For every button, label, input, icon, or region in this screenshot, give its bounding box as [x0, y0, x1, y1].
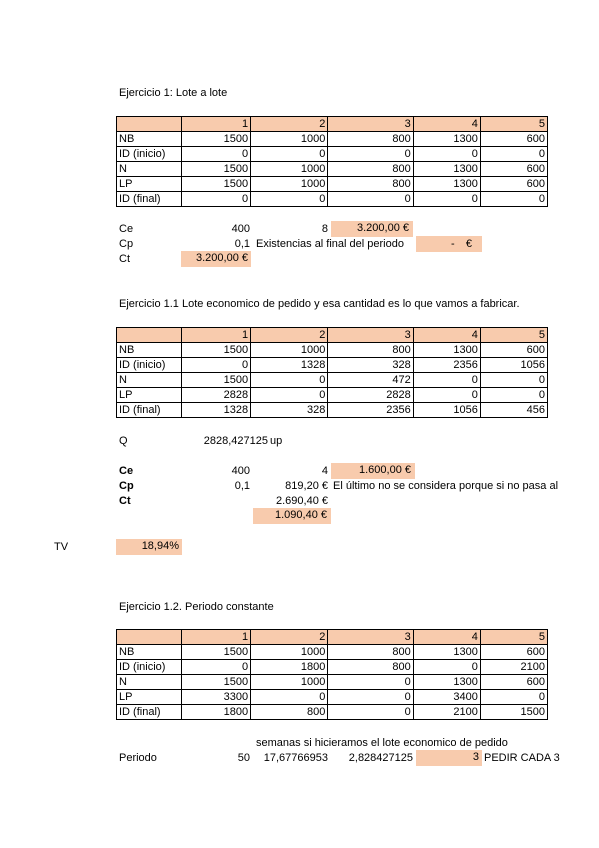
period-header: 5 — [480, 117, 547, 132]
cell: 800 — [328, 343, 413, 358]
row-label: ID (inicio) — [117, 660, 182, 675]
cell: 600 — [480, 177, 547, 192]
cell: 0 — [251, 147, 328, 162]
ct-difference: 1.090,40 € — [253, 508, 331, 524]
cell: 1500 — [480, 705, 547, 720]
cell: 1300 — [413, 132, 480, 147]
periodo-order-note: PEDIR CADA 3 — [484, 752, 560, 764]
table-row — [117, 373, 548, 388]
ce-label: Ce — [119, 465, 134, 477]
ce-value: 400 — [231, 465, 250, 477]
period-header: 2 — [251, 328, 328, 343]
table-row — [117, 705, 548, 720]
cell: 0 — [480, 690, 547, 705]
period-header: 2 — [251, 117, 328, 132]
cell: 600 — [480, 132, 547, 147]
cell: 1056 — [480, 358, 547, 373]
cell: 0 — [413, 388, 480, 403]
row-label: N — [117, 675, 182, 690]
cell: 472 — [328, 373, 413, 388]
ce-count: 4 — [321, 465, 328, 477]
cell: 1000 — [251, 343, 328, 358]
cell: 0 — [182, 192, 251, 207]
ce-total: 3.200,00 € — [331, 221, 413, 237]
cell: 0 — [413, 373, 480, 388]
period-header: 5 — [480, 328, 547, 343]
cell: 0 — [251, 388, 328, 403]
table-row — [117, 358, 548, 373]
row-label: NB — [117, 132, 182, 147]
cp-note: El último no se considera porque si no pasa al — [333, 480, 559, 492]
periodo-weeks: 17,67766953 — [263, 752, 328, 764]
cell: 0 — [328, 705, 413, 720]
cell: 600 — [480, 343, 547, 358]
cell: 1300 — [413, 177, 480, 192]
ct-total: 3.200,00 € — [181, 251, 251, 267]
cell: 1500 — [182, 162, 251, 177]
periodo-rounded: 3 — [416, 750, 482, 766]
table-row — [117, 147, 548, 162]
q-value: 2828,427125 — [203, 435, 268, 447]
cell: 800 — [328, 660, 413, 675]
cp-value: 0,1 — [234, 480, 250, 492]
cell: 800 — [328, 645, 413, 660]
cp-total: - — [451, 238, 455, 250]
header-blank-cell — [117, 630, 182, 645]
cell: 800 — [328, 162, 413, 177]
cell: 1500 — [182, 343, 251, 358]
section3-table — [116, 629, 548, 720]
table-header-row — [117, 328, 548, 343]
table-row — [117, 192, 548, 207]
periodo-note: semanas si hicieramos el lote economico de pedido — [256, 737, 508, 749]
period-header: 3 — [328, 630, 413, 645]
cell: 0 — [182, 147, 251, 162]
cell: 1500 — [182, 132, 251, 147]
cell: 2100 — [480, 660, 547, 675]
section1-table — [116, 116, 548, 207]
ce-value: 400 — [231, 223, 250, 235]
cell: 0 — [480, 388, 547, 403]
q-label: Q — [119, 435, 128, 447]
table-row — [117, 162, 548, 177]
period-header: 1 — [182, 630, 251, 645]
cell: 1800 — [182, 705, 251, 720]
tv-value: 18,94% — [116, 539, 182, 555]
ce-count: 8 — [321, 223, 328, 235]
q-unit: up — [270, 435, 283, 447]
cell: 600 — [480, 645, 547, 660]
ct-label: Ct — [119, 253, 130, 265]
cell: 1800 — [251, 660, 328, 675]
row-label: LP — [117, 690, 182, 705]
cell: 1500 — [182, 177, 251, 192]
cell: 0 — [480, 373, 547, 388]
cell: 2828 — [328, 388, 413, 403]
cp-currency: € — [465, 238, 472, 250]
table-row — [117, 645, 548, 660]
cell: 1328 — [182, 403, 251, 418]
cell: 2100 — [413, 705, 480, 720]
table-row — [117, 132, 548, 147]
cell: 0 — [328, 690, 413, 705]
cell: 600 — [480, 675, 547, 690]
cell: 1000 — [251, 645, 328, 660]
period-header: 4 — [413, 117, 480, 132]
ce-label: Ce — [119, 223, 134, 235]
cell: 0 — [480, 147, 547, 162]
cell: 328 — [251, 403, 328, 418]
table-row — [117, 343, 548, 358]
cell: 1300 — [413, 343, 480, 358]
cp-note: Existencias al final del periodo — [256, 238, 404, 250]
cell: 0 — [251, 373, 328, 388]
cell: 0 — [413, 192, 480, 207]
cell: 1300 — [413, 162, 480, 177]
cell: 3300 — [182, 690, 251, 705]
periodo-label: Periodo — [119, 752, 157, 764]
period-header: 3 — [328, 117, 413, 132]
section2-table — [116, 327, 548, 418]
row-label: ID (final) — [117, 192, 182, 207]
periodo-value: 50 — [237, 752, 250, 764]
row-label: ID (inicio) — [117, 358, 182, 373]
section3-title: Ejercicio 1.2. Periodo constante — [119, 601, 274, 613]
header-blank-cell — [117, 328, 182, 343]
cell: 2828 — [182, 388, 251, 403]
cell: 800 — [251, 705, 328, 720]
row-label: NB — [117, 343, 182, 358]
cell: 0 — [480, 192, 547, 207]
cell: 1000 — [251, 132, 328, 147]
cell: 1500 — [182, 373, 251, 388]
table-row — [117, 660, 548, 675]
period-header: 4 — [413, 630, 480, 645]
cell: 1000 — [251, 177, 328, 192]
cell: 2356 — [413, 358, 480, 373]
cell: 328 — [328, 358, 413, 373]
cell: 456 — [480, 403, 547, 418]
period-header: 1 — [182, 328, 251, 343]
row-label: ID (inicio) — [117, 147, 182, 162]
cell: 0 — [328, 675, 413, 690]
table-row — [117, 675, 548, 690]
cell: 800 — [328, 177, 413, 192]
table-row — [117, 403, 548, 418]
table-row — [117, 690, 548, 705]
cell: 1300 — [413, 645, 480, 660]
cell: 1500 — [182, 645, 251, 660]
cp-label: Cp — [119, 238, 134, 250]
cell: 1000 — [251, 675, 328, 690]
tv-label: TV — [54, 541, 69, 553]
ce-total: 1.600,00 € — [331, 463, 415, 479]
cell: 1500 — [182, 675, 251, 690]
cp-value: 0,1 — [234, 238, 250, 250]
cell: 1056 — [413, 403, 480, 418]
cell: 3400 — [413, 690, 480, 705]
cp-total-cell — [416, 236, 482, 252]
period-header: 1 — [182, 117, 251, 132]
header-blank-cell — [117, 117, 182, 132]
cell: 0 — [413, 660, 480, 675]
periodo-ratio: 2,828427125 — [348, 752, 413, 764]
cell: 2356 — [328, 403, 413, 418]
table-row — [117, 177, 548, 192]
section1-title: Ejercicio 1: Lote a lote — [119, 87, 228, 99]
cp-label: Cp — [119, 480, 134, 492]
cell: 800 — [328, 132, 413, 147]
row-label: NB — [117, 645, 182, 660]
period-header: 5 — [480, 630, 547, 645]
ct-label: Ct — [119, 495, 131, 507]
cell: 1000 — [251, 162, 328, 177]
row-label: ID (final) — [117, 705, 182, 720]
cell: 0 — [251, 192, 328, 207]
cell: 1328 — [251, 358, 328, 373]
table-header-row — [117, 117, 548, 132]
period-header: 4 — [413, 328, 480, 343]
cell: 600 — [480, 162, 547, 177]
table-header-row — [117, 630, 548, 645]
row-label: N — [117, 162, 182, 177]
row-label: LP — [117, 177, 182, 192]
cp-total: 819,20 € — [285, 480, 328, 492]
period-header: 2 — [251, 630, 328, 645]
cell: 0 — [182, 660, 251, 675]
cell: 1300 — [413, 675, 480, 690]
period-header: 3 — [328, 328, 413, 343]
ct-total: 2.690,40 € — [276, 495, 328, 507]
section2-title: Ejercicio 1.1 Lote economico de pedido y esa cantidad es lo que vamos a fabricar. — [119, 298, 520, 310]
row-label: N — [117, 373, 182, 388]
cell: 0 — [182, 358, 251, 373]
table-row — [117, 388, 548, 403]
row-label: ID (final) — [117, 403, 182, 418]
row-label: LP — [117, 388, 182, 403]
cell: 0 — [328, 147, 413, 162]
cell: 0 — [328, 192, 413, 207]
cell: 0 — [413, 147, 480, 162]
cell: 0 — [251, 690, 328, 705]
